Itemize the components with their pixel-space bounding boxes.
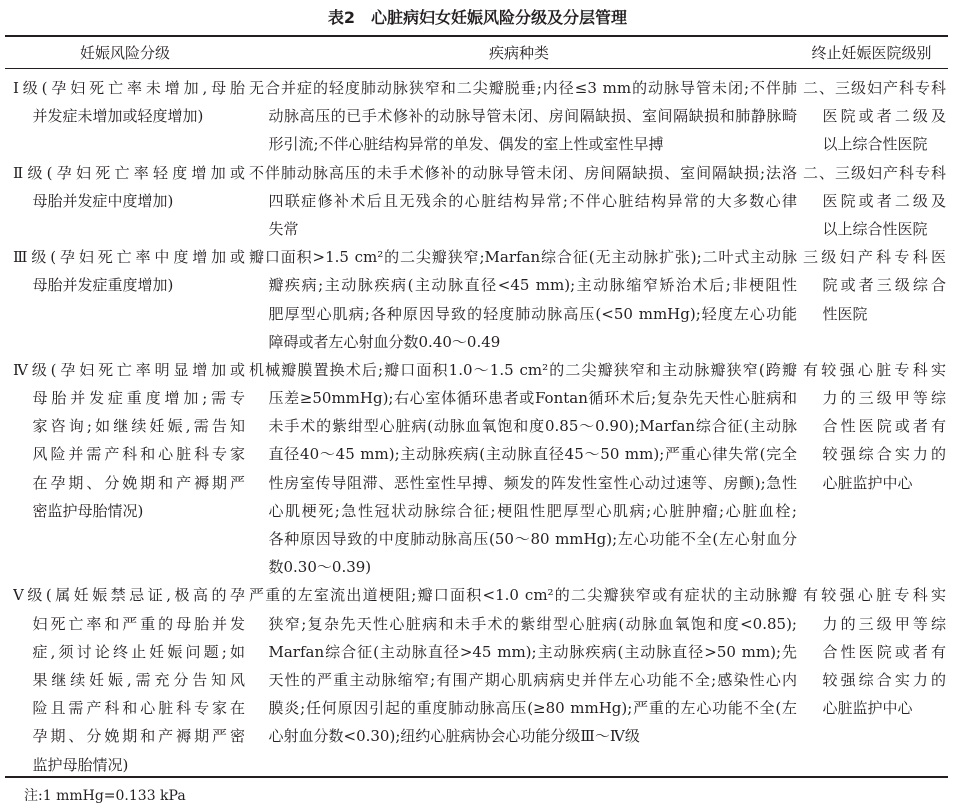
cell-line: 机械瓣膜置换术后;瓣口面积1.0～1.5 cm²的二尖瓣狭窄和主动脉瓣狭窄(跨瓣	[249, 360, 797, 379]
table-row	[5, 581, 948, 778]
risk-grade-cell	[5, 74, 249, 159]
top-rule	[5, 35, 948, 37]
cell-line: 力的三级甲等综	[822, 389, 946, 408]
cell-line: Ⅰ级(孕妇死亡率未增加,母胎	[13, 79, 245, 97]
cell-line: 险且需产科和心脏科专家在	[32, 699, 245, 718]
table-row	[5, 74, 948, 159]
cell-line: 心脏监护中心	[822, 473, 913, 492]
cell-line: 四联症修补术后且无残余的心脏结构异常;不伴心脏结构异常的大多数心律	[268, 191, 797, 210]
cell-line: 三级妇产科专科医	[803, 248, 946, 267]
cell-line: 母胎并发症中度增加)	[32, 191, 174, 210]
cell-line: 果继续妊娠,需充分告知风	[32, 670, 245, 689]
cell-line: 瓣口面积>1.5 cm²的二尖瓣狭窄;Marfan综合征(无主动脉扩张);二叶式主动脉	[249, 248, 797, 267]
hospital-level-cell	[803, 356, 948, 582]
cell-line: 数0.30～0.39)	[268, 558, 372, 577]
cell-line: 失常	[268, 219, 299, 238]
hospital-level-cell	[803, 74, 948, 159]
cell-line: 院或者三级综合	[822, 276, 946, 295]
cell-line: 以上综合性医院	[822, 219, 928, 238]
risk-grade-cell	[5, 159, 249, 244]
cell-line: 狭窄;复杂先天性心脏病和未手术的紫绀型心脏病(动脉血氧饱和度<0.85);	[268, 614, 797, 633]
cell-line: 并发症未增加或轻度增加)	[32, 107, 204, 126]
cell-line: 压差≥50mmHg);右心室体循环患者或Fontan循环术后;复杂先天性心脏病和	[268, 389, 797, 408]
table-note: 注:1 mmHg=0.133 kPa	[24, 788, 186, 804]
risk-grade-cell	[5, 356, 249, 582]
cell-line: 较强综合实力的	[822, 445, 946, 464]
cell-line: 性房室传导阻滞、恶性室性早搏、频发的阵发性室性心动过速等、房颤);急性	[268, 473, 797, 492]
cell-line: 各种原因导致的中度肺动脉高压(50～80 mmHg);左心功能不全(左心射血分	[268, 530, 797, 548]
cell-line: Ⅳ级(孕妇死亡率明显增加或	[13, 360, 245, 379]
hospital-level-cell	[803, 243, 948, 356]
cell-line: 母胎并发症重度增加)	[32, 276, 174, 295]
cell-line: Marfan综合征(主动脉直径>45 mm);主动脉疾病(主动脉直径>50 mm);先	[268, 642, 797, 661]
cell-line: 性医院	[822, 304, 868, 323]
table-title: 表2 心脏病妇女妊娠风险分级及分层管理	[327, 8, 628, 27]
cell-line: 肥厚型心肌病;各种原因导致的轻度肺动脉高压(<50 mmHg);轻度左心功能	[268, 304, 797, 323]
cell-line: 二、三级妇产科专科	[803, 79, 946, 97]
hospital-level-cell	[803, 159, 948, 244]
cell-line: 膜炎;任何原因引起的重度肺动脉高压(≥80 mmHg);严重的左心功能不全(左	[268, 699, 797, 718]
header-disease-type: 疾病种类	[488, 44, 549, 62]
bottom-rule	[5, 776, 948, 778]
risk-grade-cell	[5, 581, 249, 778]
cell-line: 力的三级甲等综	[822, 614, 946, 633]
cell-line: 母胎并发症重度增加;需专	[32, 389, 245, 408]
cell-line: Ⅱ级(孕妇死亡率轻度增加或	[13, 163, 245, 182]
cell-line: 孕期、分娩期和产褥期严密	[32, 727, 245, 746]
disease-cell	[249, 356, 803, 582]
cell-line: 形引流;不伴心脏结构异常的单发、偶发的室上性或室性早搏	[268, 135, 664, 154]
cell-line: 监护母胎情况)	[32, 755, 129, 774]
cell-line: 严重的左室流出道梗阻;瓣口面积<1.0 cm²的二尖瓣狭窄或有症状的主动脉瓣	[249, 586, 797, 605]
cell-line: 家咨询;如继续妊娠,需告知	[32, 417, 245, 436]
table-row	[5, 243, 948, 356]
cell-line: 症,须讨论终止妊娠问题;如	[32, 642, 245, 661]
cell-line: Ⅲ级(孕妇死亡率中度增加或	[13, 248, 245, 267]
cell-line: 合性医院或者有	[822, 642, 946, 661]
header-hospital-level: 终止妊娠医院级别	[811, 44, 932, 62]
cell-line: 心脏监护中心	[822, 699, 913, 718]
cell-line: 有较强心脏专科实	[803, 586, 946, 605]
cell-line: 瓣疾病;主动脉疾病(主动脉直径<45 mm);主动脉缩窄矫治术后;非梗阻性	[268, 276, 797, 295]
cell-line: 未手术的紫绀型心脏病(动脉血氧饱和度0.85～0.90);Marfan综合征(主动脉	[268, 417, 797, 436]
table-row	[5, 159, 948, 244]
hospital-level-cell	[803, 581, 948, 778]
cell-line: 无合并症的轻度肺动脉狭窄和二尖瓣脱垂;内径≤3 mm的动脉导管未闭;不伴肺	[249, 79, 797, 97]
cell-line: 天性的严重主动脉缩窄;有围产期心肌病病史并伴左心功能不全;感染性心内	[268, 670, 797, 689]
risk-grade-cell	[5, 243, 249, 356]
disease-cell	[249, 159, 803, 244]
cell-line: 直径40～45 mm);主动脉疾病(主动脉直径45～50 mm);严重心律失常(完全	[268, 445, 797, 464]
cell-line: 风险并需产科和心脏科专家	[32, 445, 245, 464]
disease-cell	[249, 243, 803, 356]
header-rule	[5, 68, 948, 69]
cell-line: 以上综合性医院	[822, 135, 928, 154]
disease-cell	[249, 74, 803, 159]
cell-line: 不伴肺动脉高压的未手术修补的动脉导管未闭、房间隔缺损、室间隔缺损;法洛	[249, 163, 797, 182]
cell-line: 妇死亡率和严重的母胎并发	[32, 614, 245, 633]
cell-line: 心肌梗死;急性冠状动脉综合征;梗阻性肥厚型心肌病;心脏肿瘤;心脏血栓;	[268, 501, 797, 520]
cell-line: 障碍或者左心射血分数0.40～0.49	[268, 332, 501, 351]
disease-cell	[249, 581, 803, 778]
cell-line: 在孕期、分娩期和产褥期严	[32, 473, 245, 492]
cell-line: 密监护母胎情况)	[32, 501, 144, 520]
cell-line: 有较强心脏专科实	[803, 360, 946, 379]
cell-line: 医院或者二级及	[822, 191, 946, 210]
table-row	[5, 356, 948, 582]
cell-line: 二、三级妇产科专科	[803, 163, 946, 182]
cell-line: 动脉高压的已手术修补的动脉导管未闭、房间隔缺损、室间隔缺损和肺静脉畸	[268, 107, 797, 126]
cell-line: 医院或者二级及	[822, 107, 946, 126]
cell-line: 较强综合实力的	[822, 670, 946, 689]
cell-line: Ⅴ级(属妊娠禁忌证,极高的孕	[13, 586, 245, 605]
cell-line: 心射血分数<0.30);纽约心脏病协会心功能分级Ⅲ～Ⅳ级	[268, 727, 640, 746]
header-risk-grade: 妊娠风险分级	[79, 44, 170, 62]
risk-table	[5, 74, 948, 779]
cell-line: 合性医院或者有	[822, 417, 946, 436]
